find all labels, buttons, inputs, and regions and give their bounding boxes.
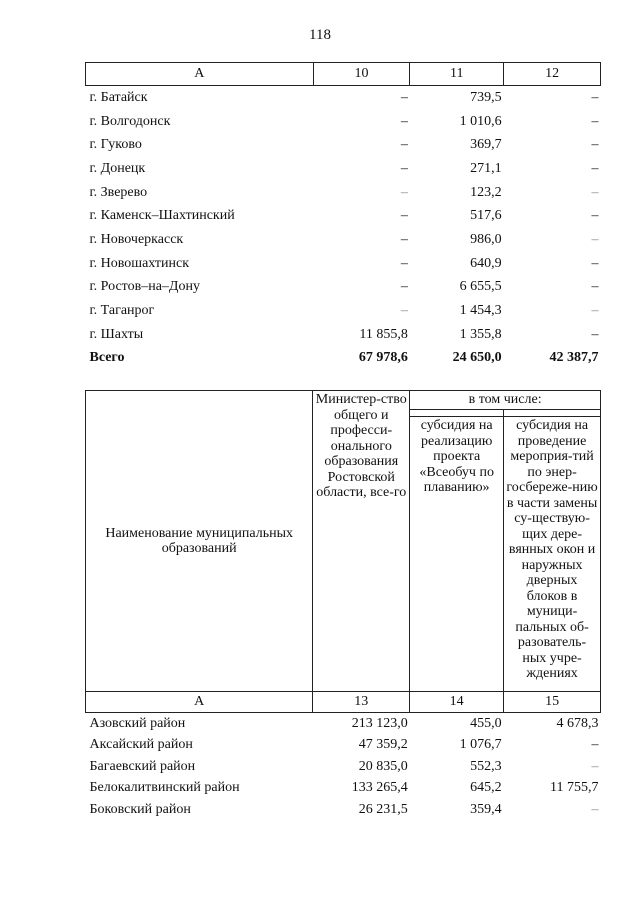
cell-11: 369,7 bbox=[470, 137, 502, 153]
cell-11: 739,5 bbox=[470, 89, 502, 105]
cell-12: – bbox=[591, 160, 599, 176]
cell-12: – bbox=[591, 231, 599, 247]
cell-12: – bbox=[591, 326, 599, 342]
table1-total-row bbox=[86, 347, 601, 371]
cell-15: 4 678,3 bbox=[556, 715, 599, 731]
table2-index-14: 14 bbox=[410, 692, 504, 713]
cell-10: – bbox=[400, 113, 408, 129]
row-name: г. Батайск bbox=[89, 89, 148, 105]
cell-11: 1 454,3 bbox=[459, 303, 502, 319]
cell-15: – bbox=[591, 737, 599, 753]
table-row bbox=[86, 735, 601, 757]
row-name: г. Новошахтинск bbox=[89, 255, 190, 271]
gap-14 bbox=[410, 410, 504, 417]
table-row bbox=[86, 799, 601, 821]
cell-10: 11 855,8 bbox=[359, 326, 408, 342]
row-name: г. Каменск–Шахтинский bbox=[89, 208, 235, 224]
row-name: г. Волгодонск bbox=[89, 113, 171, 129]
row-name: г. Шахты bbox=[89, 326, 144, 342]
row-name: Азовский район bbox=[89, 715, 186, 731]
table-row bbox=[86, 204, 601, 228]
table-row bbox=[86, 228, 601, 252]
row-name: Боковский район bbox=[89, 801, 191, 817]
cell-13: 47 359,2 bbox=[358, 737, 408, 753]
row-name: г. Новочеркасск bbox=[89, 231, 184, 247]
table2-header-name: Наименование муниципальных образований bbox=[86, 391, 313, 692]
gap-15 bbox=[504, 410, 601, 417]
row-name: Белокалитвинский район bbox=[89, 780, 240, 796]
cell-14: 645,2 bbox=[470, 780, 502, 796]
table1-header-10: 10 bbox=[313, 63, 410, 86]
table1-header-a: А bbox=[86, 63, 314, 86]
row-name: Аксайский район bbox=[89, 737, 193, 753]
cell-14: 552,3 bbox=[470, 758, 502, 774]
cell-11: 6 655,5 bbox=[459, 279, 502, 295]
table-districts-cities bbox=[85, 62, 601, 370]
cell-15: – bbox=[591, 801, 599, 817]
cell-12: – bbox=[591, 279, 599, 295]
table-row bbox=[86, 86, 601, 110]
table2-index-a: А bbox=[86, 692, 313, 713]
cell-10: – bbox=[400, 255, 408, 271]
cell-14: 455,0 bbox=[470, 715, 502, 731]
cell-12: – bbox=[591, 184, 599, 200]
table-row bbox=[86, 110, 601, 134]
cell-13: 26 231,5 bbox=[358, 801, 408, 817]
cell-10: – bbox=[400, 160, 408, 176]
cell-15: 11 755,7 bbox=[550, 780, 599, 796]
cell-13: 213 123,0 bbox=[351, 715, 408, 731]
page-number: 118 bbox=[309, 27, 331, 43]
cell-12: – bbox=[591, 208, 599, 224]
table2-header-group: в том числе: bbox=[410, 391, 601, 410]
total-10: 67 978,6 bbox=[358, 350, 408, 366]
cell-10: – bbox=[400, 89, 408, 105]
table-municipal-subsidies bbox=[85, 390, 601, 821]
cell-10: – bbox=[400, 303, 408, 319]
cell-15: – bbox=[591, 758, 599, 774]
cell-14: 1 076,7 bbox=[459, 737, 502, 753]
cell-10: – bbox=[400, 208, 408, 224]
cell-12: – bbox=[591, 255, 599, 271]
table-row bbox=[86, 133, 601, 157]
cell-10: – bbox=[400, 279, 408, 295]
table-row bbox=[86, 778, 601, 800]
total-11: 24 650,0 bbox=[452, 350, 502, 366]
table1-header-11: 11 bbox=[410, 63, 504, 86]
cell-13: 133 265,4 bbox=[351, 780, 408, 796]
row-name: г. Гуково bbox=[89, 137, 142, 153]
cell-12: – bbox=[591, 303, 599, 319]
cell-14: 359,4 bbox=[470, 801, 502, 817]
table2-header-15: субсидия на проведение мероприя-тий по энер-госбереже-нию в части замены су-ществую-щих дере-вянных окон и наружных дверных блоков в муници-пальных об-разователь-ных учре-ждениях bbox=[504, 417, 601, 692]
cell-11: 271,1 bbox=[470, 160, 502, 176]
cell-11: 517,6 bbox=[470, 208, 502, 224]
table-row bbox=[86, 323, 601, 347]
table-row bbox=[86, 252, 601, 276]
table2-index-row bbox=[86, 692, 601, 713]
cell-12: – bbox=[591, 113, 599, 129]
cell-10: – bbox=[400, 184, 408, 200]
table1-header-12: 12 bbox=[504, 63, 601, 86]
cell-11: 123,2 bbox=[470, 184, 502, 200]
table2-header-13: Министер-ство общего и професси-онального образования Ростовской области, все-го bbox=[313, 391, 410, 692]
cell-12: – bbox=[591, 137, 599, 153]
cell-11: 1 355,8 bbox=[459, 326, 502, 342]
table-row bbox=[86, 713, 601, 735]
cell-12: – bbox=[591, 89, 599, 105]
row-name: Багаевский район bbox=[89, 758, 196, 774]
cell-13: 20 835,0 bbox=[358, 758, 408, 774]
cell-10: – bbox=[400, 137, 408, 153]
cell-10: – bbox=[400, 231, 408, 247]
table-row bbox=[86, 299, 601, 323]
table-row bbox=[86, 756, 601, 778]
total-label: Всего bbox=[89, 350, 125, 366]
table-row bbox=[86, 181, 601, 205]
cell-11: 1 010,6 bbox=[459, 113, 502, 129]
row-name: г. Донецк bbox=[89, 160, 146, 176]
table2-header-14: субсидия на реализацию проекта «Всеобуч по плаванию» bbox=[410, 417, 504, 692]
table-row bbox=[86, 157, 601, 181]
cell-11: 986,0 bbox=[470, 231, 502, 247]
row-name: г. Ростов–на–Дону bbox=[89, 279, 200, 295]
table2-index-15: 15 bbox=[504, 692, 601, 713]
row-name: г. Таганрог bbox=[89, 303, 155, 319]
row-name: г. Зверево bbox=[89, 184, 148, 200]
total-12: 42 387,7 bbox=[549, 350, 599, 366]
table2-header-top bbox=[86, 391, 601, 410]
table-row bbox=[86, 276, 601, 300]
table2-index-13: 13 bbox=[313, 692, 410, 713]
table1-header-row bbox=[86, 63, 601, 86]
cell-11: 640,9 bbox=[470, 255, 502, 271]
